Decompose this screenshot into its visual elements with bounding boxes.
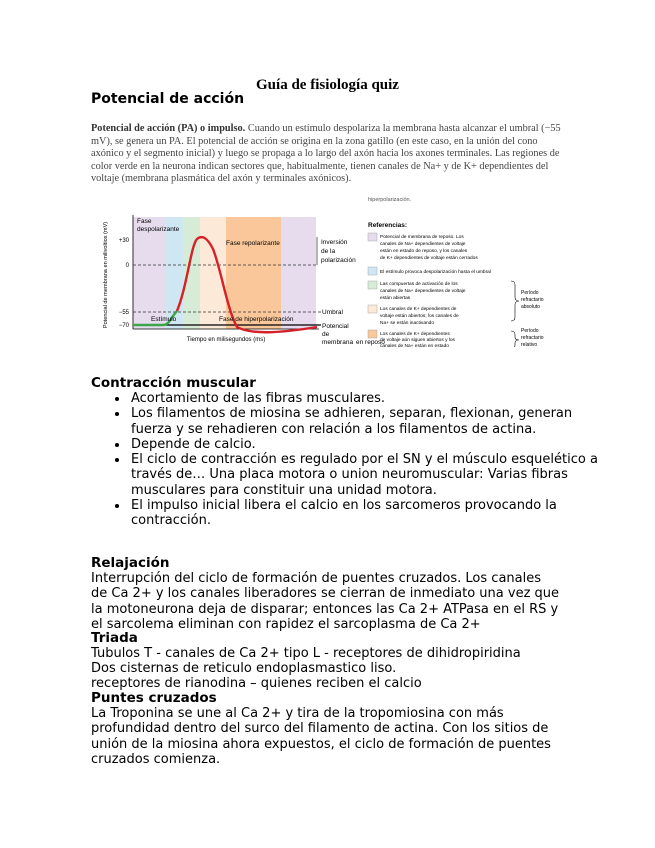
ref-5-line-3: canales de Na+ están en estado — [380, 344, 449, 347]
bracket-rel-2: refractario — [521, 335, 544, 341]
tick-label-30: +30 — [118, 238, 129, 244]
label-reposo-4: en reposo — [356, 339, 385, 346]
section-heading-puentes: Puntes cruzados — [91, 690, 217, 706]
ref-swatch-2 — [368, 267, 377, 275]
label-inversion-2: de la — [321, 248, 336, 255]
label-reposo-2: de — [322, 331, 330, 338]
ref-4-line-2: voltaje están abiertos; los canales de — [380, 314, 459, 319]
ref-swatch-4 — [368, 305, 377, 313]
ref-swatch-5 — [368, 330, 377, 338]
bracket-rel-1: Período — [521, 328, 539, 334]
ref-swatch-3 — [368, 281, 377, 289]
label-reposo-1: Potencial — [322, 323, 349, 330]
label-estimulo: Estímulo — [151, 316, 177, 323]
action-potential-figure — [91, 197, 546, 347]
bracket-abs-1: Período — [521, 290, 539, 296]
ref-4-line-1: Los canales de K+ dependientes de — [380, 307, 457, 312]
label-hiperpolarizacion: Fase de hiperpolarización — [219, 316, 294, 323]
ref-3-line-2: canales de Na+ dependientes de voltaje — [380, 289, 466, 294]
triada-line: receptores de rianodina – quienes reciben el calcio — [91, 676, 422, 691]
cut-caption: hiperpolarización. — [368, 197, 412, 203]
ref-1-line-4: de K+ dependientes de voltaje están cerrados — [380, 256, 478, 261]
ref-1-line-1: Potencial de membrana de reposo. Los — [380, 235, 464, 240]
intro-text: Cuando un estímulo despolariza la membrana hasta alcanzar el umbral (−55 mV), se genera un PA. El potencial de acción se origina en la zona gatillo (en este caso, en la unión del cono axónico y el segmento inicial) y luego se propaga a lo largo del axón hacia los axones terminales. Las regiones de color verde en la neurona indican sectores que, habitualmente, tienen canales de Na+ y de K+ dependientes del voltaje (membrana plasmática del axón y terminales axónicos). — [91, 123, 561, 185]
list-item: • El impulso inicial libera el calcio en los sarcomeros provocando la contracción. — [129, 498, 599, 529]
puentes-paragraph: La Troponina se une al Ca 2+ y tira de la tropomiosina con más profundidad dentro del surco del filamento de actina. Con los sitios de unión de la miosina ahora expuestos, el ciclo de formación de puentes cruzados comienza. — [91, 706, 551, 767]
ref-5-line-1: Los canales de K+ dependientes — [380, 332, 450, 337]
section-heading-contraccion: Contracción muscular — [91, 375, 256, 391]
y-axis-label: Potencial de membrana en milivoltios (mV) — [103, 221, 109, 329]
ref-swatch-1 — [368, 233, 377, 241]
label-fase: Fase — [137, 218, 152, 225]
bracket-rel-3: relativo — [521, 342, 538, 347]
x-axis-label: Tiempo en milisegundos (ms) — [186, 337, 266, 343]
section-heading-triada: Triada — [91, 630, 138, 646]
label-repolarizante: Fase repolarizante — [226, 240, 280, 247]
relajacion-paragraph: Interrupción del ciclo de formación de puentes cruzados. Los canales de Ca 2+ y los canales liberadores se cierran de inmediato una vez que la motoneurona deja de disparar; entonces las Ca 2+ ATPasa en el RS y el sarcolema eliminan con rapidez el sarcoplasma de Ca 2+ — [91, 571, 560, 632]
list-item: • Depende de calcio. — [129, 437, 599, 452]
label-inversion-3: polarización — [321, 257, 356, 264]
bracket-abs-3: absoluto — [521, 304, 540, 310]
list-item: • Acortamiento de las fibras musculares. — [129, 391, 599, 406]
refs-title: Referencias: — [368, 222, 408, 229]
triada-line: Tubulos T - canales de Ca 2+ tipo L - receptores de dihidropiridina — [91, 646, 521, 661]
tick-label-70: −70 — [118, 323, 129, 329]
label-despolarizante: despolarizante — [137, 226, 180, 233]
bracket-absoluto — [511, 281, 519, 321]
ref-4-line-3: Na+ se están inactivando — [380, 321, 435, 326]
bracket-relativo — [511, 331, 519, 347]
label-inversion-1: Inversión — [321, 239, 348, 246]
ref-1-line-2: canales de Na+ dependientes de voltaje — [380, 242, 466, 247]
intro-term: Potencial de acción (PA) o impulso. — [91, 123, 246, 134]
ref-3-line-1: Las compuertas de activación de los — [380, 282, 458, 287]
ref-2-line-1: El estímulo provoca despolarización hasta el umbral — [380, 270, 491, 275]
label-reposo-3: membrana — [322, 339, 354, 346]
bracket-abs-2: refractario — [521, 297, 544, 303]
tick-label-0: 0 — [125, 263, 129, 269]
section-heading-potencial: Potencial de acción — [91, 91, 245, 107]
contraccion-list — [91, 391, 599, 529]
list-item: • Los filamentos de miosina se adhieren, separan, flexionan, generan fuerza y se rehadieren con relación a los filamentos de actina. — [129, 406, 599, 437]
ref-3-line-3: están abiertas — [380, 296, 411, 301]
intro-paragraph — [91, 123, 561, 186]
triada-line: Dos cisternas de reticulo endoplasmastico liso. — [91, 661, 397, 676]
document-title: Guía de fisiología quiz — [256, 77, 399, 93]
list-item: • El ciclo de contracción es regulado por el SN y el músculo esquelético a través de… Una placa motora o union neuromuscular: Varias fibras musculares para constituir una unidad motora. — [129, 452, 599, 498]
ref-5-line-2: de voltaje aún siguen abiertos y los — [380, 338, 455, 343]
tick-label-55: −55 — [118, 310, 129, 316]
label-umbral: Umbral — [322, 309, 343, 316]
ref-1-line-3: están en estado de reposo, y los canales — [380, 249, 468, 254]
section-heading-relajacion: Relajación — [91, 555, 170, 571]
